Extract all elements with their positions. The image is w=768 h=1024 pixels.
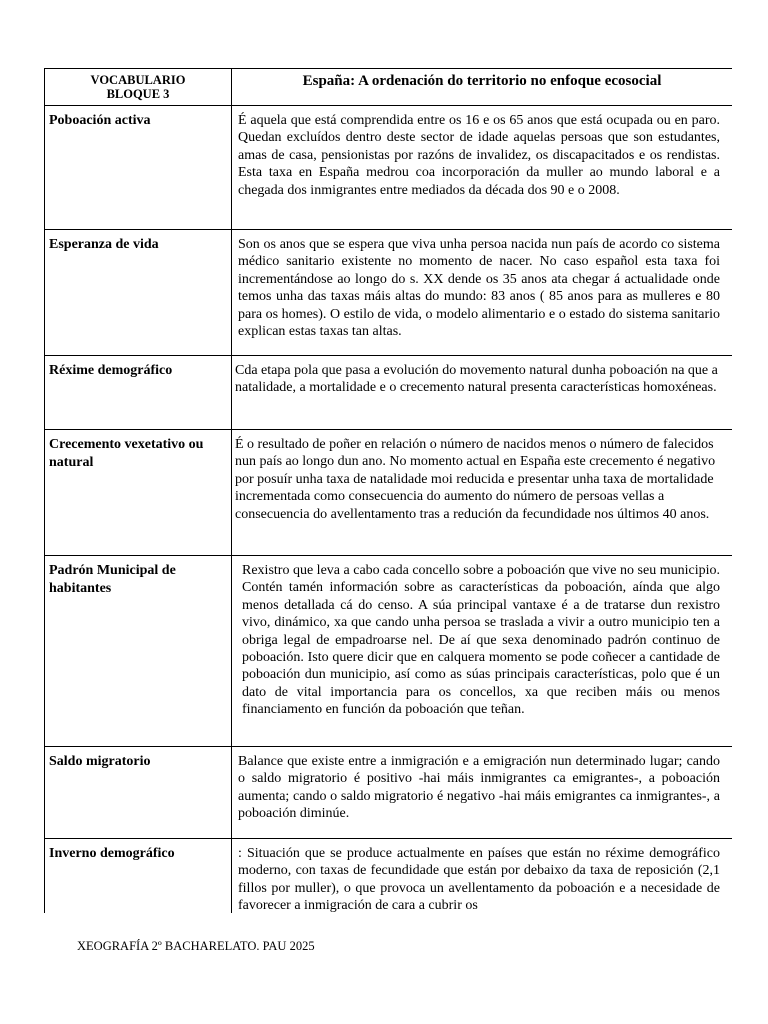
header-vocabulary-label: VOCABULARIO (90, 73, 186, 87)
definition-cell: Cda etapa pola que pasa a evolución do movemento natural dunha poboación na que a natalidade, a mortalidade e o crecemento natural presenta características homoxéneas. (232, 356, 733, 430)
definition-cell: Son os anos que se espera que viva unha persoa nacida nun país de acordo co sistema médico sanitario existente no momento de nacer. No caso español esta taxa foi incrementándose ao longo do s. XX dende os 35 anos ata chegar á actualidade onde temos unha das taxas máis altas do mundo: 83 anos ( 85 anos para as mulleres e 80 para os homes). O estilo de vida, o modelo alimentario e o estado do sistema sanitario explican estas taxas tan altas. (232, 230, 733, 356)
term-cell: Saldo migratorio (45, 747, 232, 839)
vocabulary-table (44, 68, 732, 913)
table-header-row (45, 69, 733, 106)
table-row (45, 747, 733, 839)
term-cell: Padrón Municipal de habitantes (45, 556, 232, 747)
definition-cell: Balance que existe entre a inmigración e a emigración nun determinado lugar; cando o saldo migratorio é positivo -hai máis inmigrantes ca emigrantes-, a poboación aumenta; cando o saldo migratorio é negativo -hai máis emigrantes ca inmigrantes-, a poboación diminúe. (232, 747, 733, 839)
term-cell: Réxime demográfico (45, 356, 232, 430)
table-row (45, 430, 733, 556)
header-topic-title: España: A ordenación do territorio no enfoque ecosocial (232, 69, 733, 106)
definition-cell: É o resultado de poñer en relación o número de nacidos menos o número de falecidos nun país ao longo dun ano. No momento actual en España este crecemento é negativo por posuír unha taxa de natalidade moi reducida e presentar unha taxa de mortalidade incrementada como consecuencia do aumento do número de persoas vellas a consecuencia do avellentamento tras a redución da fecundidade nos últimos 40 anos. (232, 430, 733, 556)
table-row (45, 356, 733, 430)
definition-cell: : Situación que se produce actualmente en países que están no réxime demográfico moderno, con taxas de fecundidade que están por debaixo da taxa de reposición (2,1 fillos por muller), o que provoca un avellentamento da poboación e a necesidade de favorecer a inmigración de cara a cubrir os (232, 839, 733, 914)
table-row (45, 556, 733, 747)
table-row (45, 839, 733, 914)
definition-cell: Rexistro que leva a cabo cada concello sobre a poboación que vive no seu municipio. Contén tamén información sobre as características da poboación, aínda que algo menos detallada cá do censo. A súa principal vantaxe é a de tratarse dun rexistro vivo, dinámico, xa que cando unha persoa se traslada a vivir a outro municipio ten a obriga legal de empadroarse nel. De aí que sexa denominado padrón continuo de poboación. Isto quere dicir que en calquera momento se pode coñecer a cantidade de poboación dun municipio, así como as súas principais características, polo que é un dato de vital importancia para os concellos, xa que reciben máis ou menos financiamento en función da poboación que teñan. (232, 556, 733, 747)
page-footer: XEOGRAFÍA 2º BACHARELATO. PAU 2025 (77, 939, 315, 953)
definition-cell: É aquela que está comprendida entre os 16 e os 65 anos que está ocupada ou en paro. Quedan excluídos dentro deste sector de idade aquelas persoas que son estudantes, amas de casa, pensionistas por razóns de invalidez, os discapacitados e os rendistas. Esta taxa en España medrou coa incorporación da muller ao mundo laboral e a chegada dos inmigrantes entre mediados da década dos 90 e o 2008. (232, 106, 733, 230)
term-cell: Esperanza de vida (45, 230, 232, 356)
header-vocabulary-cell (45, 69, 232, 106)
term-cell: Crecemento vexetativo ou natural (45, 430, 232, 556)
table-row (45, 106, 733, 230)
table-row (45, 230, 733, 356)
header-block-label: BLOQUE 3 (106, 87, 170, 101)
vocabulary-sheet (44, 68, 732, 913)
term-cell: Poboación activa (45, 106, 232, 230)
term-cell: Inverno demográfico (45, 839, 232, 914)
